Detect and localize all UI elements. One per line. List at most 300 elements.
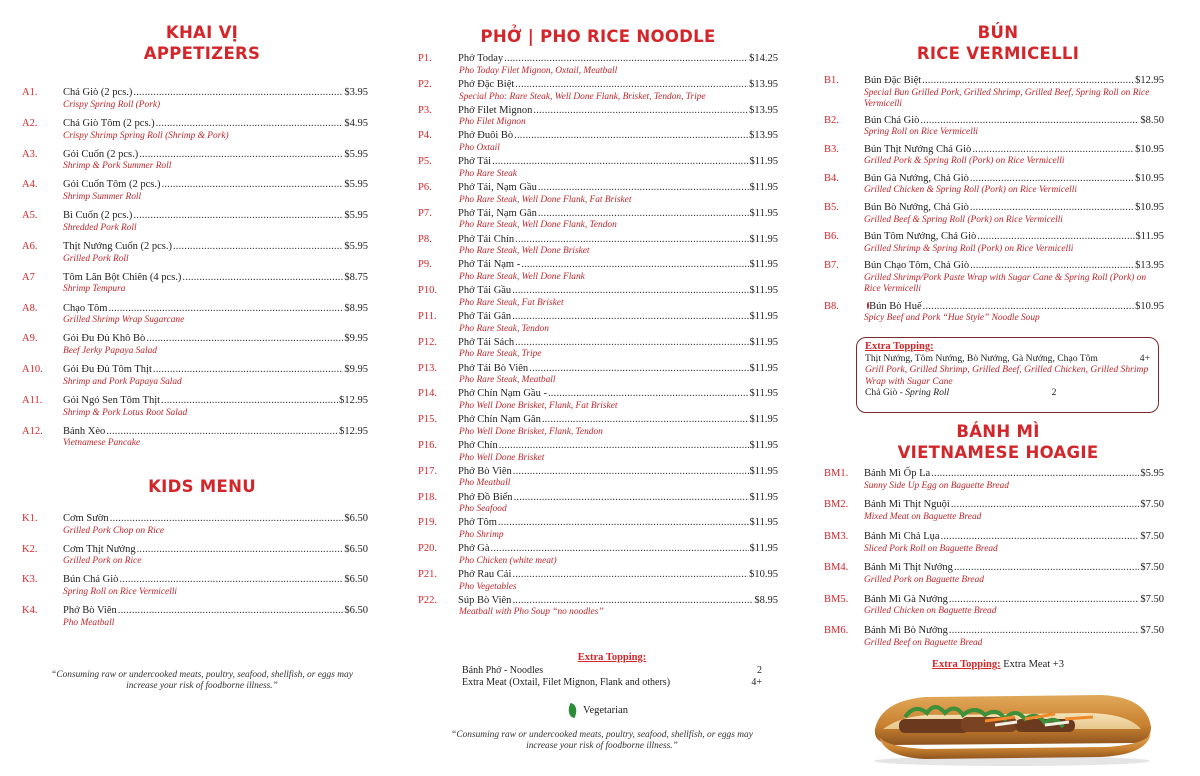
banhmi-topping-title: Extra Topping: <box>932 659 1001 670</box>
menu-item-price: $11.95 <box>749 439 778 451</box>
menu-item-row <box>418 285 778 298</box>
menu-item-row <box>22 87 368 100</box>
menu-item-name: Bánh Mì Thịt Nguội <box>864 499 950 511</box>
menu-item-code: BM6. <box>824 625 849 637</box>
menu-item-row <box>824 468 1164 481</box>
dot-leader <box>515 234 748 247</box>
menu-item-price: $9.95 <box>344 333 368 345</box>
menu-item-price: $11.95 <box>749 285 778 297</box>
menu-item-code: A8. <box>22 302 38 314</box>
dot-leader <box>182 272 343 285</box>
menu-item-name: Cơm Thịt Nướng <box>63 543 136 555</box>
menu-item <box>22 241 368 265</box>
menu-item-code: A11. <box>22 394 43 406</box>
pho-topping-price: 2 <box>757 664 762 676</box>
menu-item-row <box>418 569 778 582</box>
menu-item-price: $5.95 <box>344 210 368 222</box>
menu-item-name: Súp Bò Viên <box>458 594 512 606</box>
menu-item-description: Pho Rare Steak, Well Done Brisket <box>459 246 590 257</box>
dot-leader <box>161 395 338 408</box>
menu-item-description: Crispy Shrimp Spring Roll (Shrimp & Pork) <box>63 130 229 141</box>
dot-leader <box>949 594 1140 607</box>
menu-item <box>22 544 368 568</box>
dot-leader <box>922 75 1134 88</box>
menu-item-row <box>418 53 778 66</box>
menu-item-description: Grilled Pork on Baguette Bread <box>864 574 984 585</box>
menu-item-price: $11.95 <box>749 336 778 348</box>
menu-item <box>824 499 1164 523</box>
menu-item-row <box>824 231 1164 244</box>
menu-item-row <box>22 395 368 408</box>
menu-item <box>824 173 1164 197</box>
menu-item-description: Grilled Pork & Spring Roll (Pork) on Rice Vermicelli <box>864 156 1065 167</box>
menu-item-code: K4. <box>22 604 38 616</box>
menu-item-row <box>22 303 368 316</box>
menu-item-price: $12.95 <box>1135 75 1164 86</box>
menu-item-row <box>418 543 778 556</box>
menu-item-price: $7.50 <box>1140 593 1164 605</box>
menu-item-description: Pho Rare Steak, Well Done Flank, Tendon <box>459 220 617 231</box>
menu-item <box>418 388 778 412</box>
bun-box-title: Extra Topping: <box>865 341 934 352</box>
bun-box-line3-en: Spring Roll <box>905 387 950 399</box>
menu-item-name: Bún Chả Giò <box>63 574 119 586</box>
menu-item-row <box>824 144 1164 157</box>
menu-item-code: K1. <box>22 513 38 524</box>
menu-item-price: $8.50 <box>1140 114 1164 126</box>
menu-item-name: Bì Cuốn (2 pcs.) <box>63 210 133 222</box>
menu-item-description: Pho Well Done Brisket, Flank, Tendon <box>459 426 603 437</box>
menu-item-description: Pho Filet Mignon <box>459 117 526 128</box>
menu-item-row <box>22 272 368 285</box>
menu-item <box>418 105 778 129</box>
menu-item-code: P12. <box>418 336 437 348</box>
menu-item-description: Pho Well Done Brisket <box>459 452 545 463</box>
menu-item <box>418 234 778 258</box>
menu-item-price: $11.95 <box>749 362 778 374</box>
menu-item <box>22 303 368 327</box>
menu-item-price: $12.95 <box>339 425 368 437</box>
menu-item-name: Gỏi Cuốn Tôm (2 pcs.) <box>63 179 161 191</box>
menu-item-price: $7.50 <box>1140 625 1164 637</box>
menu-item-description: Special Bun Grilled Pork, Grilled Shrimp, Grilled Beef, Spring Roll on Rice Vermicelli <box>864 87 1150 110</box>
menu-item-description: Sliced Pork Roll on Baguette Bread <box>864 543 998 554</box>
bun-box-line3-vi: Chả Giò - <box>865 387 903 399</box>
menu-item <box>22 574 368 598</box>
menu-item-row <box>418 492 778 505</box>
menu-item-name: Bánh Mì Ốp La <box>864 468 931 479</box>
menu-item-row <box>418 156 778 169</box>
menu-item <box>824 75 1164 111</box>
menu-item-price: $11.95 <box>749 543 778 555</box>
menu-item-name: Cơm Sườn <box>63 513 109 524</box>
menu-item <box>824 531 1164 555</box>
menu-item-price: $11.95 <box>749 207 778 219</box>
dot-leader <box>504 53 748 66</box>
dot-leader <box>954 562 1139 575</box>
menu-item <box>824 301 1164 325</box>
dot-leader <box>492 156 748 169</box>
menu-item-code: P1. <box>418 53 432 64</box>
dot-leader <box>521 259 748 272</box>
menu-item-description: Mixed Meat on Baguette Bread <box>864 512 982 523</box>
menu-item-row <box>824 625 1164 638</box>
menu-item-row <box>22 241 368 254</box>
menu-item-code: B8. <box>824 300 839 312</box>
menu-item-price: $11.95 <box>749 491 778 503</box>
menu-item <box>824 562 1164 586</box>
menu-item-description: Pho Rare Steak, Fat Brisket <box>459 297 564 308</box>
dot-leader <box>951 499 1140 512</box>
menu-item-name: Phở Tái, Nạm Gân <box>458 207 537 219</box>
appetizers-list <box>22 87 368 457</box>
menu-item-code: P16. <box>418 439 437 451</box>
menu-item-name: Bánh Mì Thịt Nướng <box>864 562 953 574</box>
menu-item <box>418 53 778 77</box>
menu-item-code: B7. <box>824 260 839 272</box>
menu-item-code: B3. <box>824 143 839 155</box>
menu-item-row <box>22 426 368 439</box>
menu-item-code: A12. <box>22 425 43 437</box>
dot-leader <box>931 468 1139 481</box>
menu-item <box>824 625 1164 649</box>
banh-mi-image <box>865 685 1159 767</box>
menu-item-code: A9. <box>22 333 38 345</box>
pho-heading: PHỞ | PHO RICE NOODLE <box>480 27 716 46</box>
menu-item-price: $3.95 <box>344 87 368 98</box>
dot-leader <box>153 364 344 377</box>
menu-item-row <box>418 105 778 118</box>
menu-item-description: Pho Rare Steak, Well Done Flank <box>459 272 585 283</box>
menu-item-price: $11.95 <box>1135 230 1164 242</box>
menu-item-name: Gỏi Đu Đủ Tôm Thịt <box>63 364 152 376</box>
menu-item <box>22 179 368 203</box>
banhmi-topping-text: Extra Meat +3 <box>1003 659 1064 670</box>
menu-item-price: $8.95 <box>344 302 368 314</box>
banhmi-heading-vi: BÁNH MÌ <box>956 422 1040 441</box>
menu-item-name: Bánh Xèo <box>63 425 106 437</box>
menu-item-description: Grilled Shrimp Wrap Sugarcane <box>63 315 185 326</box>
menu-item-name: Chả Giò Tôm (2 pcs.) <box>63 117 155 129</box>
dot-leader <box>119 574 343 587</box>
dot-leader <box>970 260 1134 273</box>
menu-item-price: $10.95 <box>749 568 778 580</box>
bun-extra-topping-box <box>856 337 1159 413</box>
bun-box-line1-text: Thịt Nướng, Tôm Nướng, Bò Nướng, Gà Nướng, Chạo Tôm <box>865 352 1098 364</box>
menu-item <box>22 87 368 111</box>
pho-topping-title: Extra Topping: <box>577 652 647 663</box>
menu-item-name: Phở Chín Nạm Gân <box>458 414 541 426</box>
menu-item-price: $12.95 <box>339 394 368 406</box>
banhmi-extra-topping <box>824 659 1172 670</box>
menu-item-row <box>418 517 778 530</box>
dot-leader <box>512 595 753 608</box>
dot-leader <box>499 440 749 453</box>
menu-item-name: Phở Tái Gân <box>458 310 512 322</box>
dot-leader <box>498 517 749 530</box>
menu-item-row <box>22 513 368 526</box>
menu-item <box>824 468 1164 492</box>
menu-item-name: Phở Gà <box>458 543 490 555</box>
menu-item-row <box>418 337 778 350</box>
menu-item-code: P10. <box>418 285 437 297</box>
menu-item-code: A1. <box>22 87 38 98</box>
menu-item-code: BM5. <box>824 593 849 605</box>
menu-item-price: $11.95 <box>749 414 778 426</box>
menu-item-code: B2. <box>824 114 839 126</box>
menu-item-code: P19. <box>418 517 437 529</box>
menu-item <box>22 364 368 388</box>
menu-item-description: Shrimp and Pork Papaya Salad <box>63 376 182 387</box>
menu-item-row <box>22 333 368 346</box>
dot-leader <box>533 105 748 118</box>
menu-item <box>824 202 1164 226</box>
menu-item-description: Spring Roll on Rice Vermicelli <box>63 586 178 597</box>
menu-item-price: $10.95 <box>1135 143 1164 155</box>
dot-leader <box>133 87 343 100</box>
menu-item-code: BM3. <box>824 530 849 542</box>
menu-item-code: P11. <box>418 310 437 322</box>
dot-leader <box>515 79 748 92</box>
menu-item-price: $6.50 <box>344 574 368 586</box>
menu-item <box>418 363 778 387</box>
menu-item-price: $5.95 <box>344 148 368 160</box>
appetizers-heading <box>22 22 382 64</box>
menu-item-description: Grilled Beef on Baguette Bread <box>864 637 983 648</box>
menu-item-description: Shrimp & Pork Summer Roll <box>63 161 172 172</box>
dot-leader <box>491 543 749 556</box>
pho-extra-topping <box>462 652 762 690</box>
menu-item <box>418 543 778 567</box>
dot-leader <box>542 414 749 427</box>
bun-heading-vi: BÚN <box>977 23 1019 42</box>
menu-item-price: $13.95 <box>749 104 778 116</box>
menu-item <box>418 517 778 541</box>
dot-leader <box>538 182 749 195</box>
menu-item-description: Pho Well Done Brisket, Flank, Fat Brisket <box>459 401 618 412</box>
menu-item <box>418 414 778 438</box>
dot-leader <box>923 301 1134 314</box>
menu-item-row <box>824 75 1164 88</box>
menu-item-code: K2. <box>22 543 38 555</box>
menu-item-price: $4.95 <box>344 117 368 129</box>
dot-leader <box>156 118 344 131</box>
banhmi-heading-en: VIETNAMESE HOAGIE <box>897 443 1099 462</box>
menu-item-code: P8. <box>418 233 432 245</box>
menu-item-price: $11.95 <box>749 310 778 322</box>
menu-item-row <box>22 179 368 192</box>
menu-item <box>418 595 778 619</box>
menu-item-code: BM1. <box>824 468 849 479</box>
menu-item-code: P2. <box>418 78 432 90</box>
dot-leader <box>133 210 343 223</box>
menu-item-name: Bún Chả Giò <box>864 114 920 126</box>
menu-item-row <box>418 130 778 143</box>
menu-item-description: Pho Meatball <box>459 478 511 489</box>
menu-item-code: A2. <box>22 117 38 129</box>
menu-item-description: Pho Chicken (white meat) <box>459 555 557 566</box>
menu-item-name: Phở Chín <box>458 439 498 451</box>
menu-item-row <box>418 466 778 479</box>
menu-item-price: $5.95 <box>344 179 368 191</box>
menu-item-description: Shrimp & Pork Lotus Root Salad <box>63 407 188 418</box>
food-safety-warning-2: “Consuming raw or undercooked meats, poultry, seafood, shellfish, or eggs may increase your risk of foodborne illness.” <box>451 730 753 752</box>
menu-item-name: Phở Tái <box>458 156 492 168</box>
menu-item <box>22 149 368 173</box>
dot-leader <box>162 179 344 192</box>
bun-box-line3 <box>865 387 1150 399</box>
menu-item-price: $13.95 <box>1135 260 1164 272</box>
dot-leader <box>548 388 749 401</box>
menu-item <box>824 144 1164 168</box>
dot-leader <box>529 363 748 376</box>
menu-item-row <box>824 301 1164 314</box>
menu-item-description: Pho Oxtail <box>459 143 500 154</box>
dot-leader <box>173 241 343 254</box>
menu-item-description: Pho Seafood <box>459 504 507 515</box>
banhmi-heading <box>824 421 1172 463</box>
dot-leader <box>970 173 1134 186</box>
leaf-icon <box>566 703 579 718</box>
pho-topping-list <box>462 665 762 690</box>
menu-item <box>418 182 778 206</box>
dot-leader <box>110 513 344 526</box>
pho-topping-row <box>462 665 762 678</box>
menu-item-description: Shredded Pork Roll <box>63 222 137 233</box>
menu-item-code: A7 <box>22 271 35 283</box>
menu-item <box>22 118 368 142</box>
menu-item-code: P20. <box>418 543 437 555</box>
menu-item <box>418 569 778 593</box>
menu-item-code: A3. <box>22 148 38 160</box>
menu-item-row <box>418 595 778 608</box>
menu-item-code: A6. <box>22 240 38 252</box>
menu-item <box>418 259 778 283</box>
kids-list <box>22 513 368 635</box>
menu-item-description: Pho Vegetables <box>459 581 517 592</box>
menu-item-description: Shrimp Summer Roll <box>63 192 142 203</box>
dot-leader <box>514 492 749 505</box>
menu-item-description: Pho Meatball <box>63 617 115 628</box>
menu-item-price: $11.95 <box>749 388 778 400</box>
menu-item-name: Phở Today <box>458 53 504 64</box>
menu-item-code: P17. <box>418 465 437 477</box>
menu-item-name: Phở Bò Viên <box>63 604 117 616</box>
menu-item-name: Phở Rau Cải <box>458 568 512 580</box>
menu-item-code: P4. <box>418 130 432 142</box>
dot-leader <box>920 115 1139 128</box>
menu-item-row <box>418 208 778 221</box>
menu-item <box>824 260 1164 296</box>
menu-item-code: P13. <box>418 362 437 374</box>
menu-item-price: $6.50 <box>344 604 368 616</box>
menu-item-description: Pho Today Filet Mignon, Oxtail, Meatball <box>459 65 618 76</box>
menu-item-description: Sunny Side Up Egg on Baguette Bread <box>864 480 1009 491</box>
pho-list <box>418 53 778 621</box>
pho-topping-name: Extra Meat (Oxtail, Filet Mignon, Flank and others) <box>462 677 671 688</box>
menu-item-price: $6.50 <box>344 513 368 524</box>
menu-item-name: Bánh Mì Bò Nướng <box>864 625 948 637</box>
menu-item-description: Beef Jerky Papaya Salad <box>63 346 157 357</box>
menu-item <box>418 311 778 335</box>
menu-item-row <box>824 115 1164 128</box>
menu-item-description: Special Pho: Rare Steak, Well Done Flank, Brisket, Tendon, Tripe <box>459 91 706 102</box>
menu-item-description: Pho Rare Steak, Tendon <box>459 323 549 334</box>
menu-item-name: Thịt Nướng Cuốn (2 pcs.) <box>63 240 172 252</box>
dot-leader <box>977 231 1134 244</box>
menu-item-price: $11.95 <box>749 181 778 193</box>
menu-item-price: $11.95 <box>749 259 778 271</box>
menu-item-row <box>824 499 1164 512</box>
menu-item-code: P3. <box>418 104 432 116</box>
menu-item-price: $10.95 <box>1135 201 1164 213</box>
menu-item-row <box>824 173 1164 186</box>
menu-item-code: K3. <box>22 574 38 586</box>
menu-item-price: $13.95 <box>749 130 778 142</box>
menu-item <box>418 285 778 309</box>
menu-item-name: Gỏi Ngó Sen Tôm Thịt <box>63 394 161 406</box>
dot-leader <box>941 531 1140 544</box>
menu-item-name: Bún Chạo Tôm, Chả Giò <box>864 260 970 272</box>
menu-item-name: Phở Chín Nạm Gầu - <box>458 388 547 400</box>
menu-item-row <box>418 388 778 401</box>
menu-item-row <box>824 562 1164 575</box>
menu-item-name: Bún Tôm Nướng, Chả Giò <box>864 230 977 242</box>
menu-item-description: Grilled Shrimp/Pork Paste Wrap with Sugar Cane & Spring Roll (Pork) on Rice Vermicelli <box>864 272 1147 295</box>
menu-item-code: P22. <box>418 594 437 606</box>
menu-item-price: $9.95 <box>344 364 368 376</box>
menu-item-code: P14. <box>418 388 437 400</box>
vegetarian-legend <box>418 704 778 717</box>
menu-item-name: Phở Tái, Nạm Gầu <box>458 181 537 193</box>
menu-item-name: Phở Tái Nạm - <box>458 259 521 271</box>
bun-box-line1 <box>865 353 1150 365</box>
menu-item-name: Bánh Mì Chả Lụa <box>864 530 940 542</box>
menu-item-description: Crispy Spring Roll (Pork) <box>63 99 161 110</box>
menu-item-row <box>418 234 778 247</box>
menu-item-name: Phở Đồ Biển <box>458 491 513 503</box>
menu-item-price: $10.95 <box>1135 300 1164 312</box>
dot-leader <box>118 605 344 618</box>
menu-item-name: Phở Tôm <box>458 517 497 529</box>
menu-item-name: Phở Đặc Biệt <box>458 78 515 90</box>
menu-item-code: P9. <box>418 259 432 271</box>
menu-item-price: $8.95 <box>754 594 778 606</box>
menu-item-description: Pho Rare Steak, Meatball <box>459 375 556 386</box>
menu-item-row <box>22 210 368 223</box>
menu-item-row <box>824 531 1164 544</box>
menu-item-code: A10. <box>22 364 43 376</box>
menu-item-code: B6. <box>824 230 839 242</box>
menu-item-code: A5. <box>22 210 38 222</box>
menu-item-description: Pho Rare Steak, Tripe <box>459 349 542 360</box>
pho-topping-name: Bánh Phở - Noodles <box>462 664 544 676</box>
menu-item-row <box>824 594 1164 607</box>
menu-item-code: P5. <box>418 156 432 168</box>
menu-item-code: P15. <box>418 414 437 426</box>
menu-item-row <box>418 79 778 92</box>
kids-heading: KIDS MENU <box>148 477 256 496</box>
menu-item-name: Phở Tái Sách <box>458 336 515 348</box>
dot-leader <box>538 208 749 221</box>
menu-item-price: $7.50 <box>1140 562 1164 574</box>
dot-leader <box>512 311 748 324</box>
menu-item-name: Bánh Mì Gà Nướng <box>864 593 948 605</box>
menu-item-description: Meatball with Pho Soup “no noodles” <box>459 607 604 618</box>
menu-item-description: Grilled Chicken & Spring Roll (Pork) on Rice Vermicelli <box>864 185 1077 196</box>
menu-item-row <box>22 364 368 377</box>
menu-item-description: Vietnamese Pancake <box>63 438 141 449</box>
